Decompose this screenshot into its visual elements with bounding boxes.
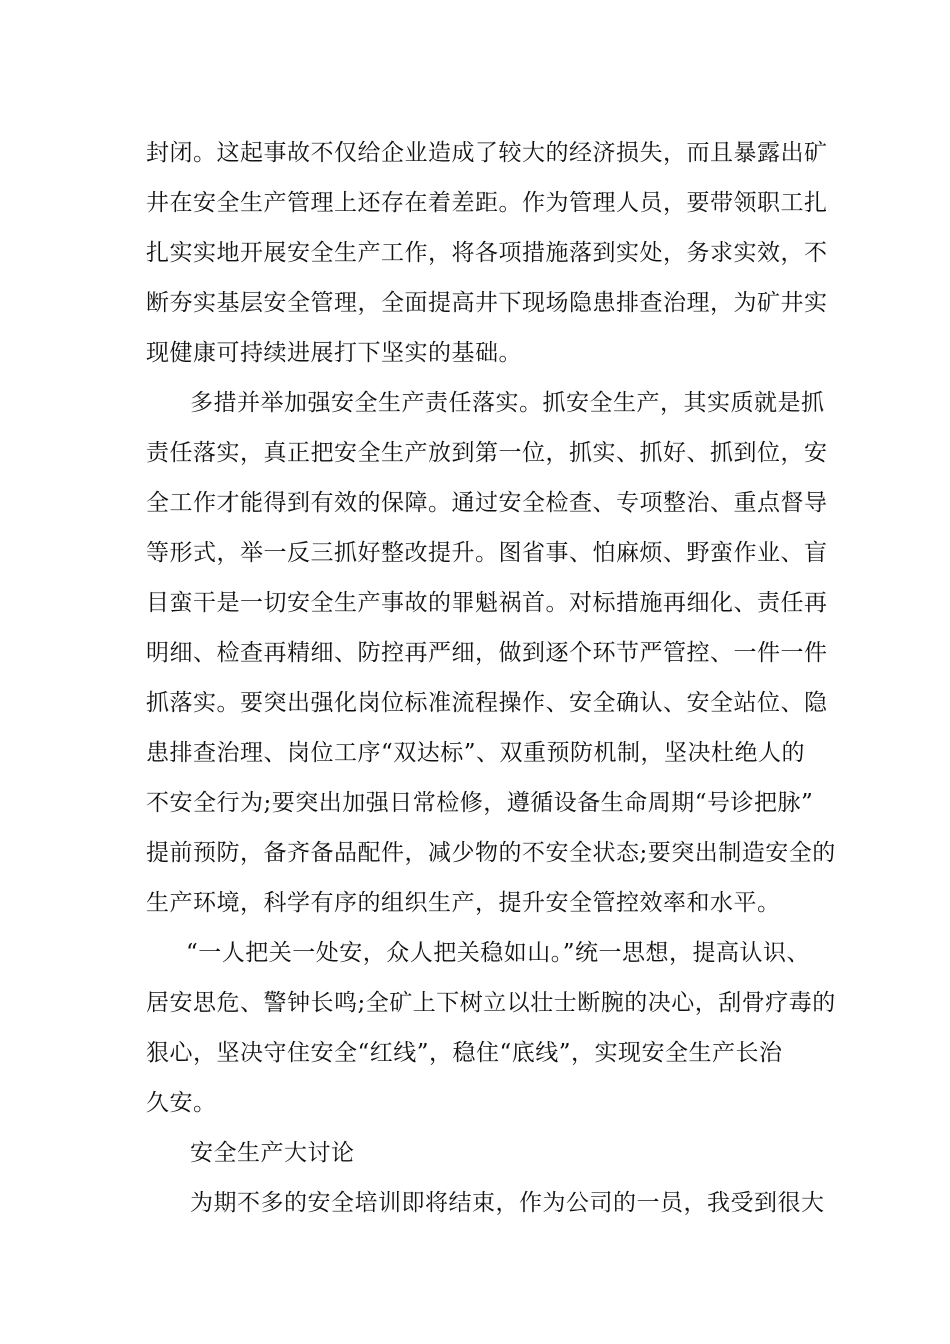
- text-line: 居安思危、警钟长鸣;全矿上下树立以壮士断腕的决心，刮骨疗毒的: [146, 990, 836, 1016]
- text-line: 目蛮干是一切安全生产事故的罪魁祸首。对标措施再细化、责任再: [146, 590, 828, 616]
- text-line: 全工作才能得到有效的保障。通过安全检查、专项整治、重点督导: [146, 490, 828, 516]
- text-line: 等形式，举一反三抓好整改提升。图省事、怕麻烦、野蛮作业、盲: [146, 540, 828, 566]
- text-line: 明细、检查再精细、防控再严细，做到逐个环节严管控、一件一件: [146, 640, 828, 666]
- text-line: 扎实实地开展安全生产工作，将各项措施落到实处，务求实效，不: [146, 240, 828, 266]
- paragraph-first-line: 多措并举加强安全生产责任落实。抓安全生产，其实质就是抓: [190, 390, 825, 416]
- text-line: 责任落实，真正把安全生产放到第一位，抓实、抓好、抓到位，安: [146, 440, 828, 466]
- text-line: 狠心，坚决守住安全“红线”，稳住“底线”，实现安全生产长治: [146, 1040, 783, 1066]
- text-line: 井在安全生产管理上还存在着差距。作为管理人员，要带领职工扎: [146, 190, 828, 216]
- text-line: 提前预防，备齐备品配件，减少物的不安全状态;要突出制造安全的: [146, 840, 836, 866]
- text-line: 患排查治理、岗位工序“双达标”、双重预防机制，坚决杜绝人的: [146, 740, 806, 766]
- text-line: 抓落实。要突出强化岗位标准流程操作、安全确认、安全站位、隐: [146, 690, 828, 716]
- section-heading: 安全生产大讨论: [190, 1140, 355, 1166]
- text-line: 不安全行为;要突出加强日常检修，遵循设备生命周期“号诊把脉”: [146, 790, 814, 816]
- text-line: 现健康可持续进展打下坚实的基础。: [146, 340, 522, 366]
- paragraph-first-line: “一人把关一处安，众人把关稳如山。”统一思想，提高认识、: [186, 940, 811, 966]
- text-line: 生产环境，科学有序的组织生产，提升安全管控效率和水平。: [146, 890, 781, 916]
- text-line: 封闭。这起事故不仅给企业造成了较大的经济损失，而且暴露出矿: [146, 140, 828, 166]
- text-line: 断夯实基层安全管理，全面提高井下现场隐患排查治理，为矿井实: [146, 290, 828, 316]
- text-line: 久安。: [146, 1090, 217, 1116]
- paragraph-first-line: 为期不多的安全培训即将结束，作为公司的一员，我受到很大: [190, 1190, 825, 1216]
